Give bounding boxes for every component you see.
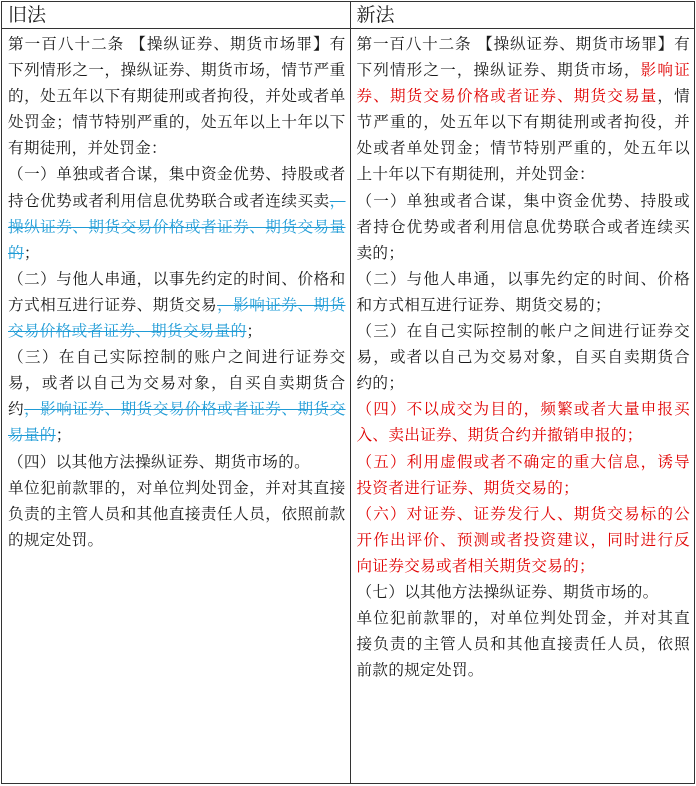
old-item-1-end: ； (23, 243, 40, 262)
old-law-header: 旧法 (2, 2, 351, 29)
old-item-2-end: ； (246, 322, 263, 341)
old-item-2 (8, 266, 346, 344)
law-comparison-table (1, 1, 695, 784)
new-item-5-inserted: （五）利用虚假或者不确定的重大信息，诱导投资者进行证券、期货交易的； (356, 452, 690, 497)
header-row (2, 2, 695, 29)
new-law-cell (350, 29, 694, 784)
old-item-2-deleted: ，影响证券、期货交易价格或者证券、期货交易量的 (8, 295, 346, 341)
new-item-1: （一）单独或者合谋，集中资金优势、持股或者持仓优势或者利用信息优势联合或者连续买卖的； (356, 191, 690, 262)
new-intro-inserted: 影响证券、期货交易价格或者证券、期货交易量 (356, 61, 690, 106)
old-item-2-text: （二）与他人串通，以事先约定的时间、价格和方式相互进行证券、期货交易 (8, 269, 346, 314)
new-item-7: （七）以其他方法操纵证券、期货市场的。 (356, 582, 659, 601)
new-item-6-inserted: （六）对证券、证券发行人、期货交易标的公开作出评价、预测或者投资建议，同时进行反向证券交易或者相关期货交易的； (356, 504, 690, 575)
old-unit-clause: 单位犯前款罪的，对单位判处罚金，并对其直接负责的主管人员和其他直接责任人员，依照前款的规定处罚。 (8, 478, 346, 549)
old-law-cell (2, 29, 351, 784)
old-item-4: （四）以其他方法操纵证券、期货市场的。 (8, 452, 310, 471)
old-item-3-text: （三）在自己实际控制的账户之间进行证券交易，或者以自己为交易对象，自买自卖期货合约 (8, 348, 346, 419)
old-item-1 (8, 161, 346, 265)
new-intro-part-b: ，情节严重的，处五年以下有期徒刑或者拘役，并处或者单处罚金；情节特别严重的，处五年以上十年以下有期徒刑，并处罚金： (356, 87, 690, 184)
old-item-3 (8, 344, 346, 448)
old-item-1-deleted: ，操纵证券、期货交易价格或者证券、期货交易量的 (8, 191, 346, 262)
old-item-1-text: （一）单独或者合谋，集中资金优势、持股或者持仓优势或者利用信息优势联合或者连续买卖 (8, 165, 346, 210)
new-intro-part-a: 第一百八十二条 【操纵证券、期货市场罪】有下列情形之一，操纵证券、期货市场， (356, 35, 690, 80)
old-item-3-end: ； (55, 426, 72, 445)
content-row (2, 29, 695, 784)
new-item-3: （三）在自己实际控制的帐户之间进行证券交易，或者以自己为交易对象，自买自卖期货合约的； (356, 322, 690, 393)
new-item-4-inserted: （四）不以成交为目的，频繁或者大量申报买入、卖出证券、期货合约并撤销申报的； (356, 400, 690, 445)
new-item-2: （二）与他人串通，以事先约定的时间、价格和方式相互进行证券、期货交易的； (356, 269, 690, 314)
new-law-header: 新法 (350, 2, 694, 29)
new-unit-clause: 单位犯前款罪的，对单位判处罚金，并对其直接负责的主管人员和其他直接责任人员，依照前款的规定处罚。 (356, 609, 690, 680)
new-article-intro (357, 31, 690, 188)
old-item-3-deleted: ，影响证券、期货交易价格或者证券、期货交易量的 (8, 400, 346, 445)
old-article-intro: 第一百八十二条 【操纵证券、期货市场罪】有下列情形之一，操纵证券、期货市场，情节严重的，处五年以下有期徒刑或者拘役，并处或者单处罚金；情节特别严重的，处五年以上十年以下有期徒刑，并处罚金： (8, 35, 346, 158)
